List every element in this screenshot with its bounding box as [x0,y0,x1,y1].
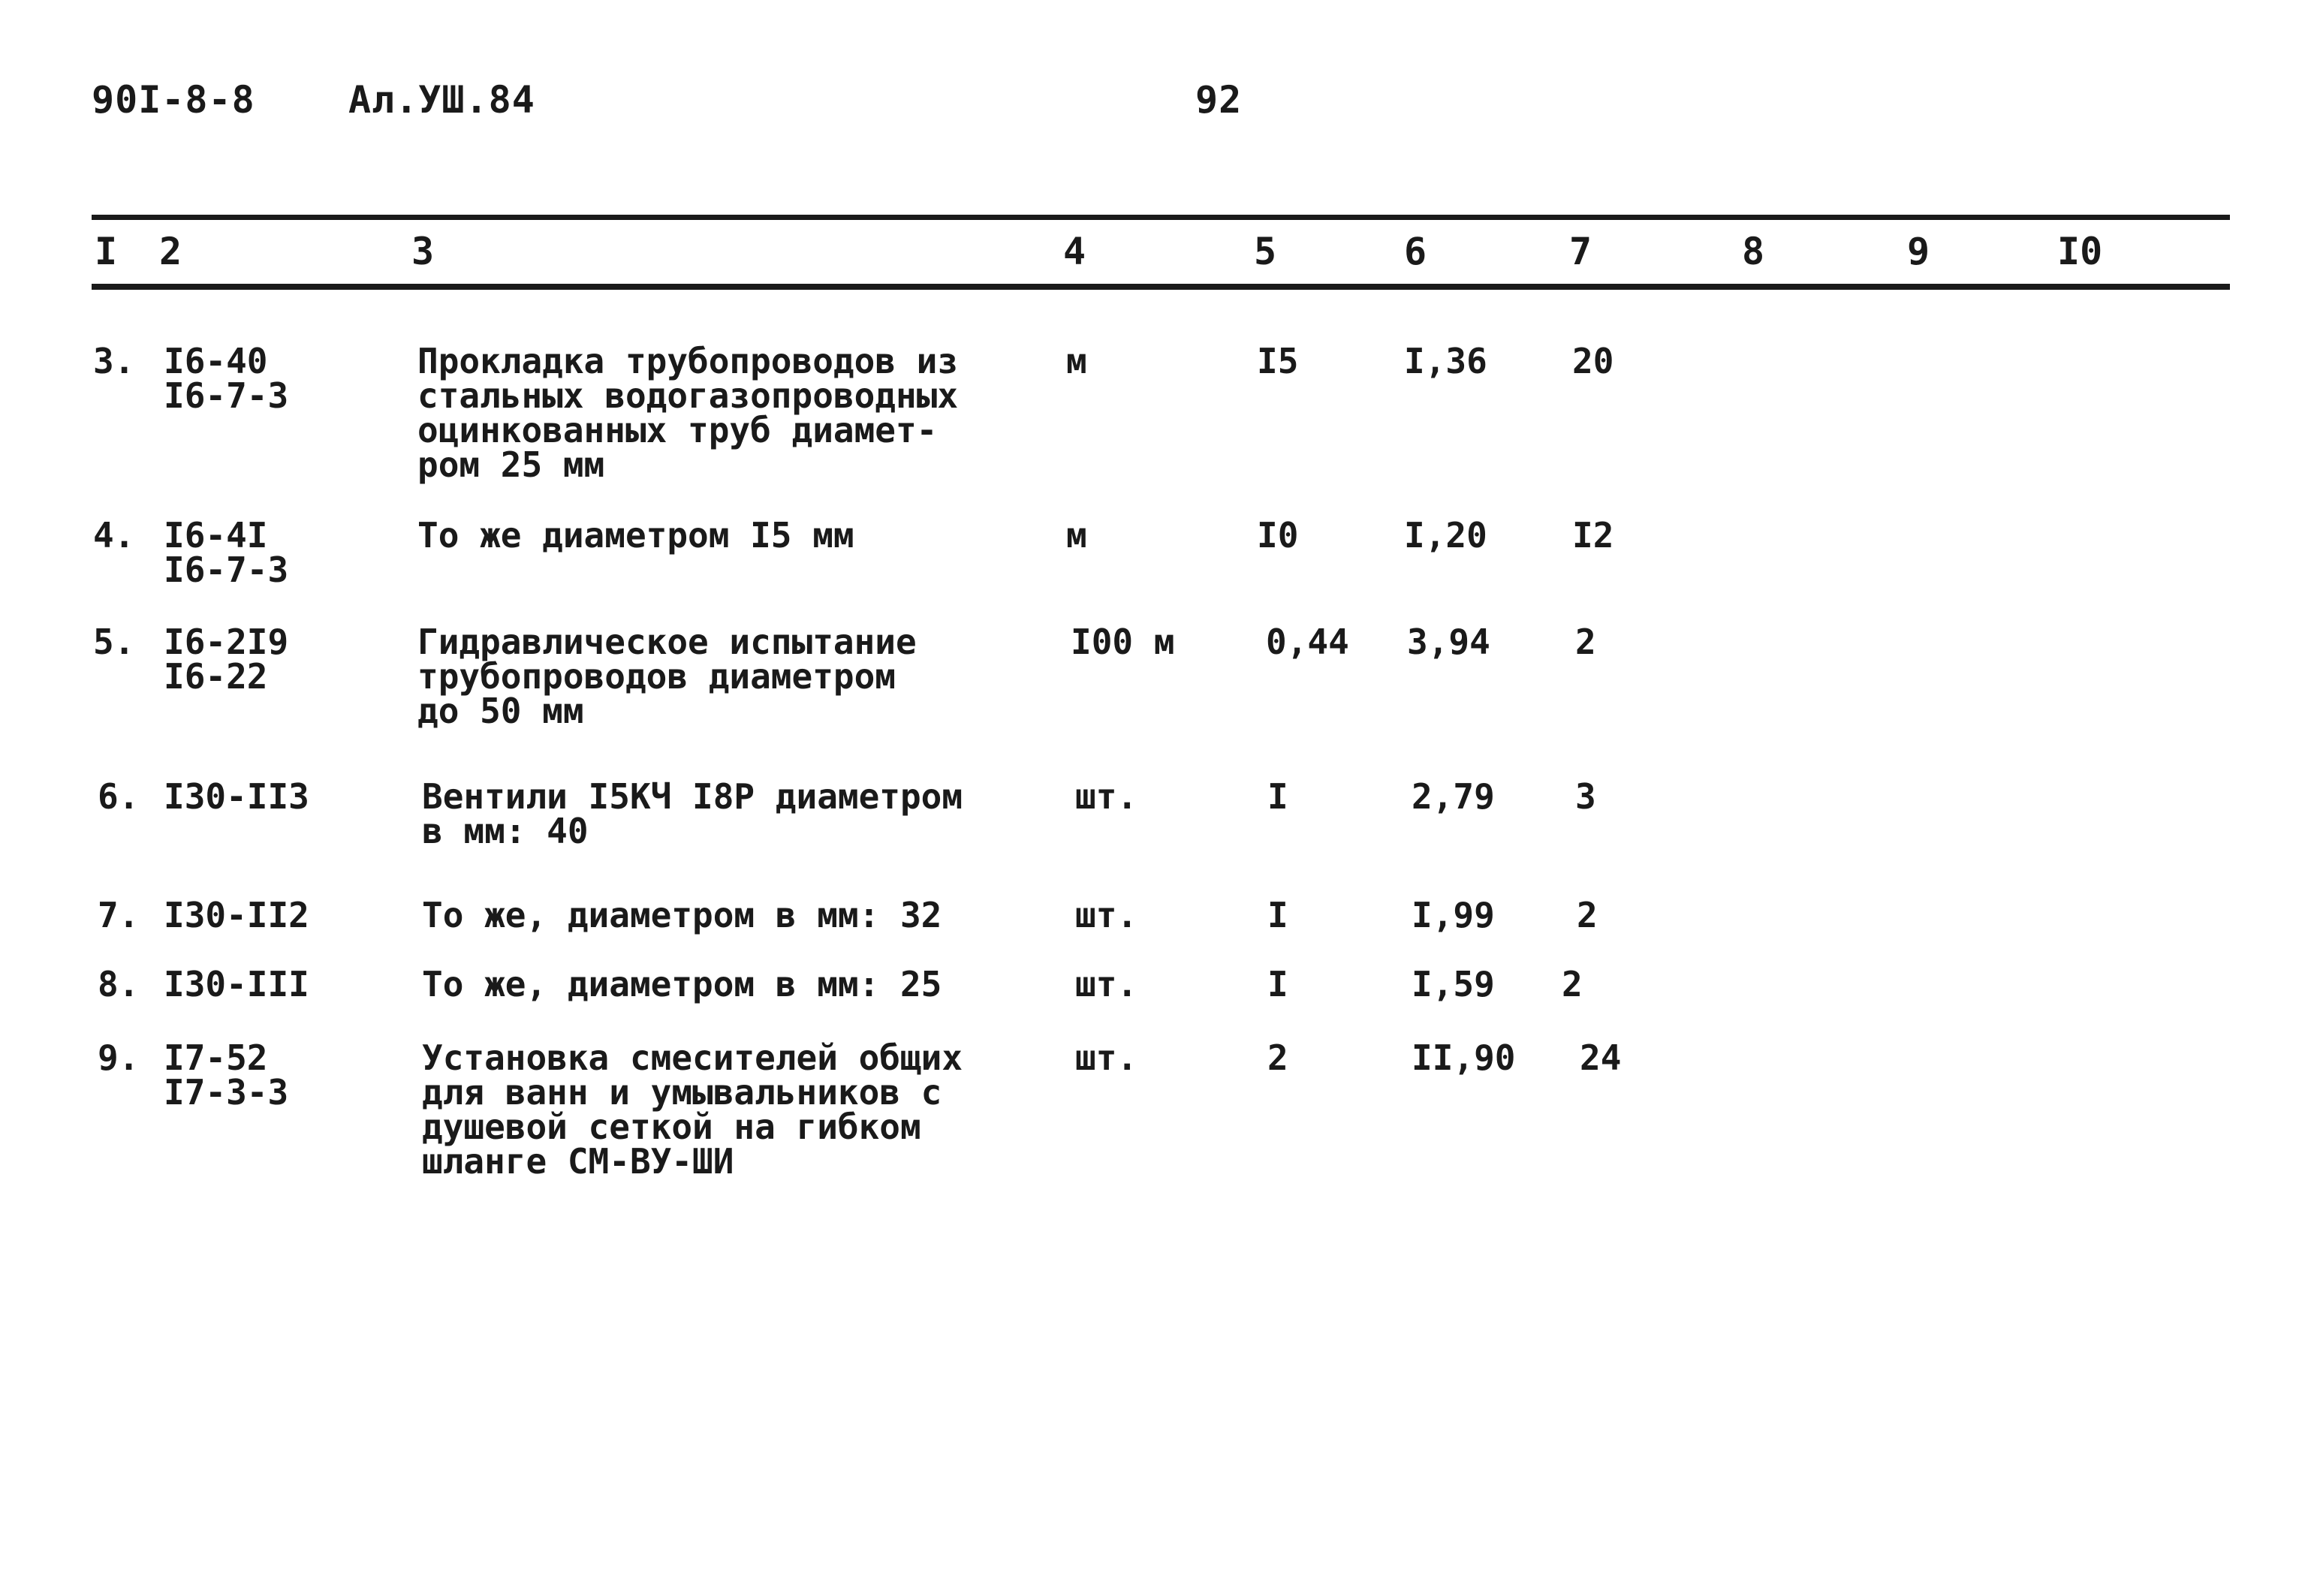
column-number: 2 [159,230,182,273]
work-description: оцинкованных труб диамет- [417,410,938,450]
unit: м [1066,515,1087,556]
column-7-value: 3 [1575,776,1596,817]
unit: м [1066,341,1087,381]
album-reference: Ал.УШ.84 [348,78,535,122]
work-description: душевой сеткой на гибком [422,1107,921,1147]
work-description: шланге СМ-ВУ-ШИ [422,1141,734,1182]
rate-code: I6-7-3 [164,550,289,590]
work-description: Вентили I5КЧ I8Р диаметром [422,776,963,817]
rate-code: I30-III [164,964,309,1004]
work-description: То же диаметром I5 мм [417,515,854,556]
rate-code: I7-52 [164,1037,268,1078]
unit: шт. [1075,895,1138,935]
column-number: 8 [1742,230,1765,273]
column-7-value: 2 [1575,622,1596,662]
document-code: 90I-8-8 [92,78,255,122]
row-number: 8. [98,964,140,1004]
column-6-value: I,99 [1412,895,1495,935]
quantity: I [1267,895,1288,935]
row-number: 3. [93,341,135,381]
column-6-value: 2,79 [1412,776,1495,817]
column-number: 9 [1907,230,1930,273]
row-number: 7. [98,895,140,935]
unit: шт. [1075,964,1138,1004]
column-number: I0 [2057,230,2103,273]
rate-code: I6-4I [164,515,268,556]
unit: шт. [1075,776,1138,817]
row-number: 9. [98,1037,140,1078]
work-description: Гидравлическое испытание [417,622,917,662]
work-description: ром 25 мм [417,444,605,485]
quantity: 2 [1267,1037,1288,1078]
work-description: То же, диаметром в мм: 25 [422,964,942,1004]
row-number: 5. [93,622,135,662]
column-7-value: 24 [1580,1037,1622,1078]
rate-code: I30-II2 [164,895,309,935]
unit: шт. [1075,1037,1138,1078]
column-7-value: I2 [1572,515,1614,556]
row-number: 6. [98,776,140,817]
work-description: стальных водогазопроводных [417,375,959,416]
column-6-value: II,90 [1412,1037,1516,1078]
quantity: I [1267,776,1288,817]
rate-code: I6-22 [164,656,268,697]
column-number: 3 [411,230,435,273]
table-top-rule [92,215,2230,220]
rate-code: I6-40 [164,341,268,381]
rate-code: I7-3-3 [164,1072,289,1113]
column-number: I [95,230,118,273]
column-number: 5 [1254,230,1277,273]
row-number: 4. [93,515,135,556]
work-description: до 50 мм [417,691,584,731]
quantity: I0 [1257,515,1299,556]
work-description: То же, диаметром в мм: 32 [422,895,942,935]
rate-code: I6-2I9 [164,622,289,662]
column-number: 4 [1063,230,1086,273]
column-number: 6 [1404,230,1427,273]
work-description: Установка смесителей общих [422,1037,963,1078]
column-6-value: I,20 [1404,515,1487,556]
rate-code: I6-7-3 [164,375,289,416]
rate-code: I30-II3 [164,776,309,817]
column-6-value: 3,94 [1407,622,1490,662]
column-6-value: I,59 [1412,964,1495,1004]
work-description: для ванн и умывальников с [422,1072,942,1113]
column-7-value: 2 [1577,895,1598,935]
work-description: в мм: 40 [422,811,589,851]
quantity: I5 [1257,341,1299,381]
column-7-value: 20 [1572,341,1614,381]
unit: I00 м [1071,622,1175,662]
quantity: I [1267,964,1288,1004]
work-description: Прокладка трубопроводов из [417,341,959,381]
quantity: 0,44 [1266,622,1349,662]
page-number: 92 [1195,78,1243,122]
work-description: трубопроводов диаметром [417,656,896,697]
table-header-rule [92,284,2230,290]
column-number: 7 [1569,230,1592,273]
column-7-value: 2 [1562,964,1583,1004]
column-6-value: I,36 [1404,341,1487,381]
